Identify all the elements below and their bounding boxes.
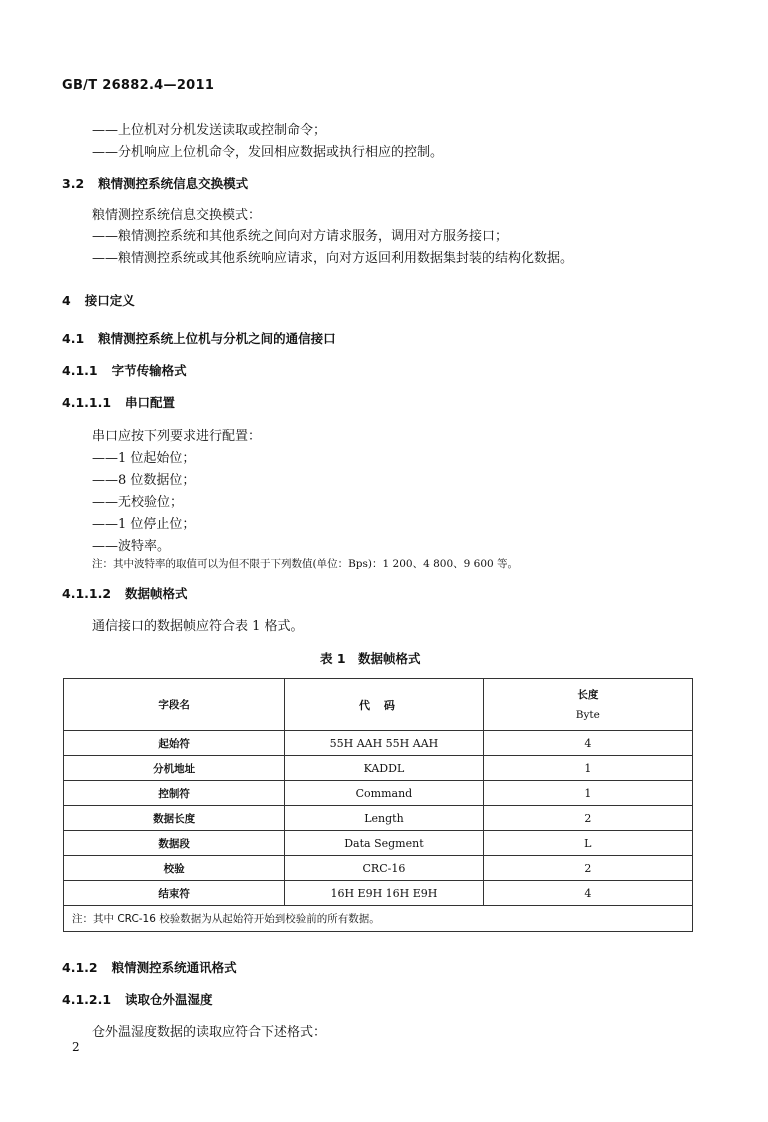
section-title: 字节传输格式	[111, 363, 187, 378]
cell-length: L	[483, 831, 692, 856]
cell-field: 起始符	[64, 731, 285, 756]
cell-code: Length	[285, 806, 483, 831]
data-frame-table	[63, 678, 693, 932]
cell-field: 分机地址	[64, 756, 285, 781]
section-number: 4.1.1.1	[62, 395, 112, 410]
table-note-row	[64, 906, 693, 932]
section-title: 粮情测控系统信息交换模式	[98, 176, 249, 191]
header-code: 代码	[285, 679, 483, 731]
section-4-heading	[62, 291, 135, 309]
cell-length: 1	[483, 756, 692, 781]
serial-config-item-5: ——波特率。	[92, 539, 171, 554]
serial-config-item-1: ——1 位起始位；	[92, 451, 196, 466]
section-3-2-lead: 粮情测控系统信息交换模式：	[92, 208, 262, 223]
cell-code: Data Segment	[285, 831, 483, 856]
section-number: 4.1.2	[62, 960, 98, 975]
table-row	[64, 756, 693, 781]
baud-rate-note: 注：其中波特率的取值可以为但不限于下列数值(单位：Bps)：1 200、4 800、9 600 等。	[92, 558, 519, 570]
section-4-1-1-1-heading	[62, 393, 175, 411]
cell-field: 控制符	[64, 781, 285, 806]
table-row	[64, 781, 693, 806]
section-number: 4.1.1	[62, 363, 98, 378]
section-number: 4.1	[62, 331, 85, 346]
section-3-2-item-2: ——粮情测控系统或其他系统响应请求，向对方返回利用数据集封装的结构化数据。	[92, 251, 574, 266]
section-3-2-item-1: ——粮情测控系统和其他系统之间向对方请求服务，调用对方服务接口；	[92, 229, 509, 244]
cell-code: CRC-16	[285, 856, 483, 881]
intro-item-2: ——分机响应上位机命令，发回相应数据或执行相应的控制。	[92, 145, 444, 160]
section-title: 数据帧格式	[125, 586, 188, 601]
table-row	[64, 731, 693, 756]
table-row	[64, 856, 693, 881]
section-number: 3.2	[62, 176, 85, 191]
serial-config-item-2: ——8 位数据位；	[92, 473, 196, 488]
serial-config-item-3: ——无校验位；	[92, 495, 184, 510]
table-header-row	[64, 679, 693, 731]
serial-config-lead: 串口应按下列要求进行配置：	[92, 429, 262, 444]
section-title: 粮情测控系统通讯格式	[111, 960, 237, 975]
section-4-1-heading	[62, 329, 336, 347]
table-row	[64, 831, 693, 856]
cell-length: 4	[483, 731, 692, 756]
section-number: 4.1.2.1	[62, 992, 112, 1007]
section-4-1-2-1-heading	[62, 990, 213, 1008]
standard-header: GB/T 26882.4—2011	[62, 78, 215, 93]
section-number: 4.1.1.2	[62, 586, 112, 601]
header-length-unit: Byte	[575, 708, 600, 721]
cell-code: Command	[285, 781, 483, 806]
intro-item-1: ——上位机对分机发送读取或控制命令；	[92, 123, 327, 138]
table-1-caption: 表 1 数据帧格式	[320, 651, 421, 666]
cell-code: KADDL	[285, 756, 483, 781]
cell-length: 2	[483, 806, 692, 831]
cell-length: 2	[483, 856, 692, 881]
section-4-1-1-2-heading	[62, 584, 188, 602]
section-title: 串口配置	[125, 395, 176, 410]
section-4-1-2-heading	[62, 958, 237, 976]
cell-length: 4	[483, 881, 692, 906]
header-length-label: 长度	[577, 688, 599, 701]
serial-config-item-4: ——1 位停止位；	[92, 517, 196, 532]
section-3-2-heading	[62, 174, 248, 192]
page-number: 2	[72, 1040, 80, 1054]
section-title: 粮情测控系统上位机与分机之间的通信接口	[98, 331, 336, 346]
table-note: 注：其中 CRC-16 校验数据为从起始符开始到校验前的所有数据。	[64, 906, 693, 932]
cell-field: 数据长度	[64, 806, 285, 831]
cell-code: 55H AAH 55H AAH	[285, 731, 483, 756]
section-number: 4	[62, 293, 71, 308]
section-title: 接口定义	[84, 293, 135, 308]
section-4-1-1-heading	[62, 361, 187, 379]
cell-field: 校验	[64, 856, 285, 881]
table-row	[64, 806, 693, 831]
cell-code: 16H E9H 16H E9H	[285, 881, 483, 906]
cell-field: 数据段	[64, 831, 285, 856]
table-row	[64, 881, 693, 906]
section-title: 读取仓外温湿度	[125, 992, 213, 1007]
header-length	[483, 679, 692, 731]
read-humidity-body: 仓外温湿度数据的读取应符合下述格式：	[92, 1025, 327, 1040]
data-frame-body: 通信接口的数据帧应符合表 1 格式。	[92, 619, 304, 634]
cell-length: 1	[483, 781, 692, 806]
header-field-name: 字段名	[64, 679, 285, 731]
cell-field: 结束符	[64, 881, 285, 906]
